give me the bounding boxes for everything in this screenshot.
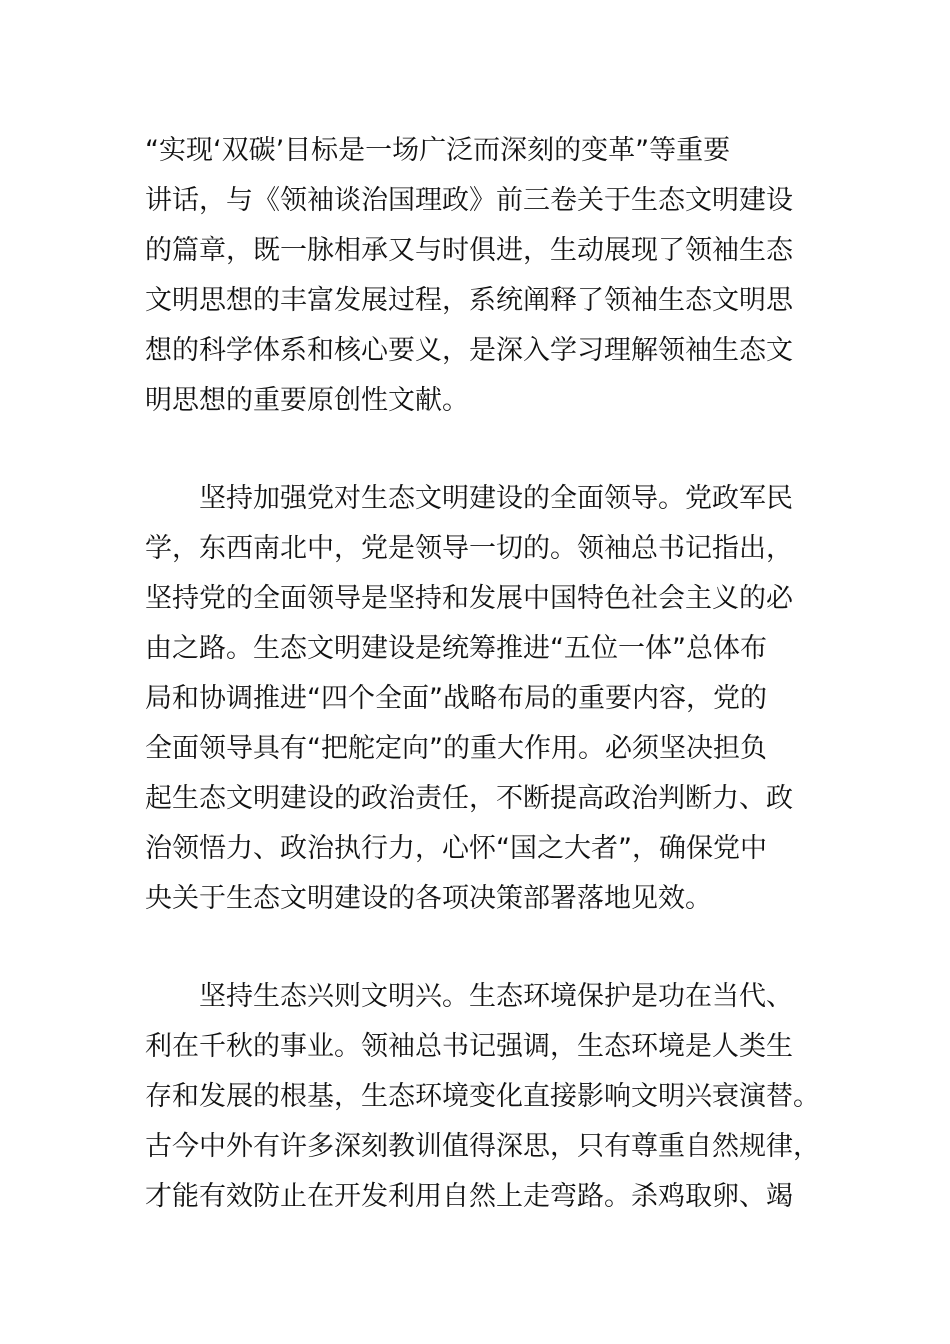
paragraph-2	[145, 474, 835, 924]
paragraph-3-line-2: 利在千秋的事业。领袖总书记强调，生态环境是人类生	[145, 1031, 793, 1062]
paragraph-3-line-5: 才能有效防止在开发利用自然上走弯路。杀鸡取卵、竭	[145, 1181, 793, 1212]
paragraph-1-line-2: 讲话，与《领袖谈治国理政》前三卷关于生态文明建设	[145, 185, 793, 216]
paragraph-2-line-4: 由之路。生态文明建设是统筹推进“五位一体”总体布	[145, 633, 767, 664]
paragraph-1-line-1: “实现‘双碳’目标是一场广泛而深刻的变革”等重要	[145, 135, 731, 166]
paragraph-1-line-4: 文明思想的丰富发展过程，系统阐释了领袖生态文明思	[145, 285, 793, 316]
paragraph-2-line-6: 全面领导具有“把舵定向”的重大作用。必须坚决担负	[145, 733, 767, 764]
paragraph-3	[145, 972, 835, 1222]
paragraph-3-line-4: 古今中外有许多深刻教训值得深思，只有尊重自然规律，	[145, 1131, 820, 1162]
paragraph-2-line-2: 学，东西南北中，党是领导一切的。领袖总书记指出，	[145, 533, 793, 564]
paragraph-2-line-3: 坚持党的全面领导是坚持和发展中国特色社会主义的必	[145, 583, 793, 614]
paragraph-2-line-9: 央关于生态文明建设的各项决策部署落地见效。	[145, 883, 712, 914]
paragraph-3-line-1: 坚持生态兴则文明兴。生态环境保护是功在当代、	[145, 981, 793, 1012]
paragraph-1-line-5: 想的科学体系和核心要义，是深入学习理解领袖生态文	[145, 335, 793, 366]
paragraph-2-line-8: 治领悟力、政治执行力，心怀“国之大者”，确保党中	[145, 833, 767, 864]
paragraph-2-line-1: 坚持加强党对生态文明建设的全面领导。党政军民	[145, 483, 793, 514]
paragraph-1	[145, 126, 835, 426]
paragraph-2-line-5: 局和协调推进“四个全面”战略布局的重要内容，党的	[145, 683, 767, 714]
paragraph-2-line-7: 起生态文明建设的政治责任，不断提高政治判断力、政	[145, 783, 793, 814]
paragraph-1-line-6: 明思想的重要原创性文献。	[145, 385, 469, 416]
paragraph-1-line-3: 的篇章，既一脉相承又与时俱进，生动展现了领袖生态	[145, 235, 793, 266]
paragraph-3-line-3: 存和发展的根基，生态环境变化直接影响文明兴衰演替。	[145, 1081, 820, 1112]
